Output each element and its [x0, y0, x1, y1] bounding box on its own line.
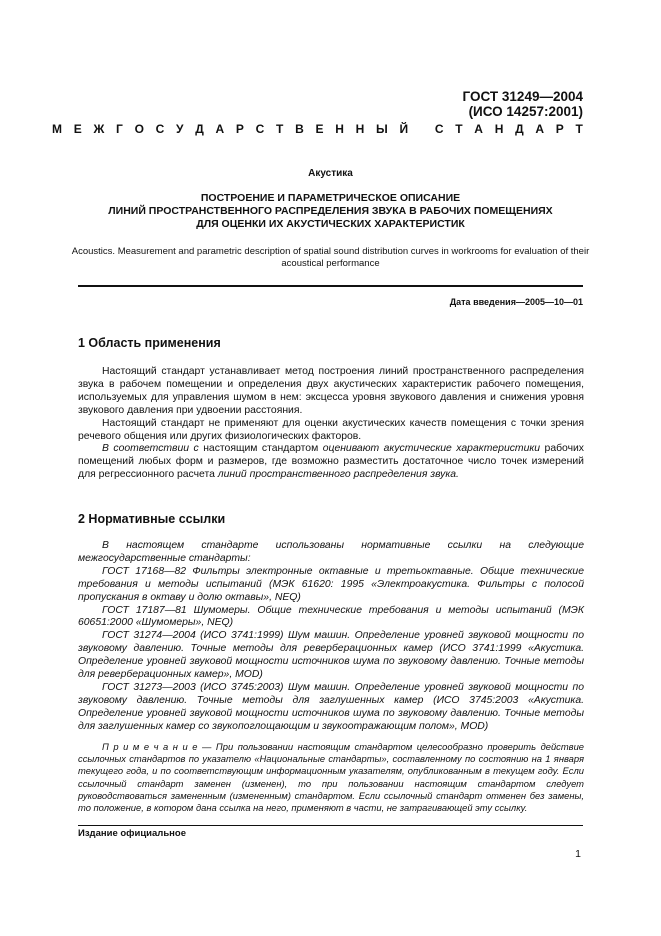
banner-letter: Ы [375, 122, 388, 136]
banner-letter: А [535, 122, 545, 136]
iso-number: (ИСО 14257:2001) [468, 104, 583, 119]
section-1-body [78, 366, 584, 482]
text-run: линий пространственного распределения звука. [217, 469, 459, 481]
banner-letter: М [52, 122, 62, 136]
banner-letter: Т [575, 122, 583, 136]
banner-letter: С [255, 122, 265, 136]
section-heading: 1 Область применения [78, 336, 221, 350]
banner-letter: С [155, 122, 165, 136]
banner-letter: Е [315, 122, 324, 136]
section-2-body [78, 540, 584, 734]
reference-item: ГОСТ 31274—2004 (ИСО 3741:1999) Шум машин. Определение уровней звуковой мощности по звуковому давлению. Точные методы для реверберационных камер (ИСО 3741:1999 «Акустика. Определение уровней звуковой мощности источников шума по звуковому давлению. Точные методы для реверберационных камер», MOD) [78, 630, 584, 681]
note: П р и м е ч а н и е — При пользовании настоящим стандартом целесообразно проверить действие ссылочных стандартов по указателю «Национальные стандарты», составленному по состоянию на 1 января текущего года, и по соответствующим информационным указателям, опубликованным в текущем году. Если ссылочный стандарт заменен (изменен), то при пользовании настоящим стандартом следует руководствоваться замененным (измененным) стандартом. Если ссылочный стандарт отменен без замены, то положение, в котором дана ссылка на него, применяют в части, не затрагивающей эту ссылку. [78, 741, 584, 814]
banner-letter: Г [116, 122, 123, 136]
text-run: оценивают акустические характеристики [322, 443, 541, 455]
banner-letter: Р [555, 122, 564, 136]
reference-item: ГОСТ 17168—82 Фильтры электронные октавные и третьоктавные. Общие технические требования и методы испытаний (МЭК 61620: 1995 «Электроакустика. Фильтры с полосой пропускания в октаву и долю октавы», NEQ) [78, 565, 584, 603]
text-run: рабочих помещений любых форм и размеров, где возможно разместить достаточное число точек измерений для регрессионного расчета [78, 443, 585, 481]
english-title: Acoustics. Measurement and parametric description of spatial sound distribution curves in workrooms for evaluation of their acoustical performance [71, 246, 590, 269]
banner-letter: Н [335, 122, 344, 136]
banner-letter: Е [73, 122, 82, 136]
edition-label: Издание официальное [78, 828, 186, 839]
subject: Акустика [308, 168, 353, 179]
page-number: 1 [575, 848, 581, 860]
text-run: настоящим стандартом [198, 443, 323, 455]
banner-letter: Д [195, 122, 204, 136]
banner-letter: Ж [93, 122, 105, 136]
banner-letter: Й [399, 122, 409, 136]
paragraph: В настоящем стандарте использованы нормативные ссылки на следующие межгосударственные стандарты: [78, 540, 584, 564]
divider [78, 825, 583, 826]
banner-letter: Д [515, 122, 524, 136]
banner-letter: С [434, 122, 444, 136]
paragraph: Настоящий стандарт устанавливает метод построения линий пространственного распределения звука в рабочем помещении и определения двух акустических характеристик рабочего помещения, используемых для управления шумом в нем: эксцесса уровня звукового давления и снижения уровня звукового давления при удвоении расстояния. [78, 366, 584, 416]
gost-number: ГОСТ 31249—2004 [462, 89, 583, 104]
title-line: ДЛЯ ОЦЕНКИ ИХ АКУСТИЧЕСКИХ ХАРАКТЕРИСТИК [196, 218, 465, 230]
effective-date: Дата введения—2005—10—01 [449, 297, 583, 307]
paragraph [78, 443, 584, 482]
banner-letter: У [176, 122, 184, 136]
banner-letter: Н [355, 122, 365, 136]
reference-item: ГОСТ 17187—81 Шумомеры. Общие технические требования и методы испытаний (МЭК 60651:2000 «Шумомеры», NEQ) [78, 604, 584, 629]
text-run: В соответствии с [102, 443, 199, 455]
divider [78, 285, 583, 287]
banner-gap [420, 122, 423, 136]
banner-letter: А [215, 122, 225, 136]
banner-letter: Р [235, 122, 244, 136]
document-title [60, 192, 601, 231]
paragraph: Настоящий стандарт не применяют для оценки акустических качеств помещения с точки зрения речевого общения или других физиологических факторов. [78, 417, 584, 442]
section-heading: 2 Нормативные ссылки [78, 512, 226, 526]
standard-code [463, 89, 583, 119]
reference-item: ГОСТ 31273—2003 (ИСО 3745:2003) Шум машин. Определение уровней звуковой мощности по звуковому давлению. Точные методы для заглушенных камер (ИСО 3745:2003 «Акустика. Определение уровней звуковой мощности источников шума по звуковому давлению. Точные методы для заглушенных камер со звукопоглощающим и звукоотражающим полом», MOD) [78, 681, 584, 732]
standard-banner [52, 122, 583, 136]
banner-letter: В [295, 122, 304, 136]
banner-letter: А [474, 122, 483, 136]
title-line: ПОСТРОЕНИЕ И ПАРАМЕТРИЧЕСКОЕ ОПИСАНИЕ [200, 192, 461, 204]
banner-letter: Т [455, 122, 463, 136]
title-line: ЛИНИЙ ПРОСТРАНСТВЕННОГО РАСПРЕДЕЛЕНИЯ ЗВУКА В РАБОЧИХ ПОМЕЩЕНИЯХ [108, 205, 553, 217]
banner-letter: Т [276, 122, 284, 136]
banner-letter: О [134, 122, 144, 136]
banner-letter: Н [494, 122, 504, 136]
